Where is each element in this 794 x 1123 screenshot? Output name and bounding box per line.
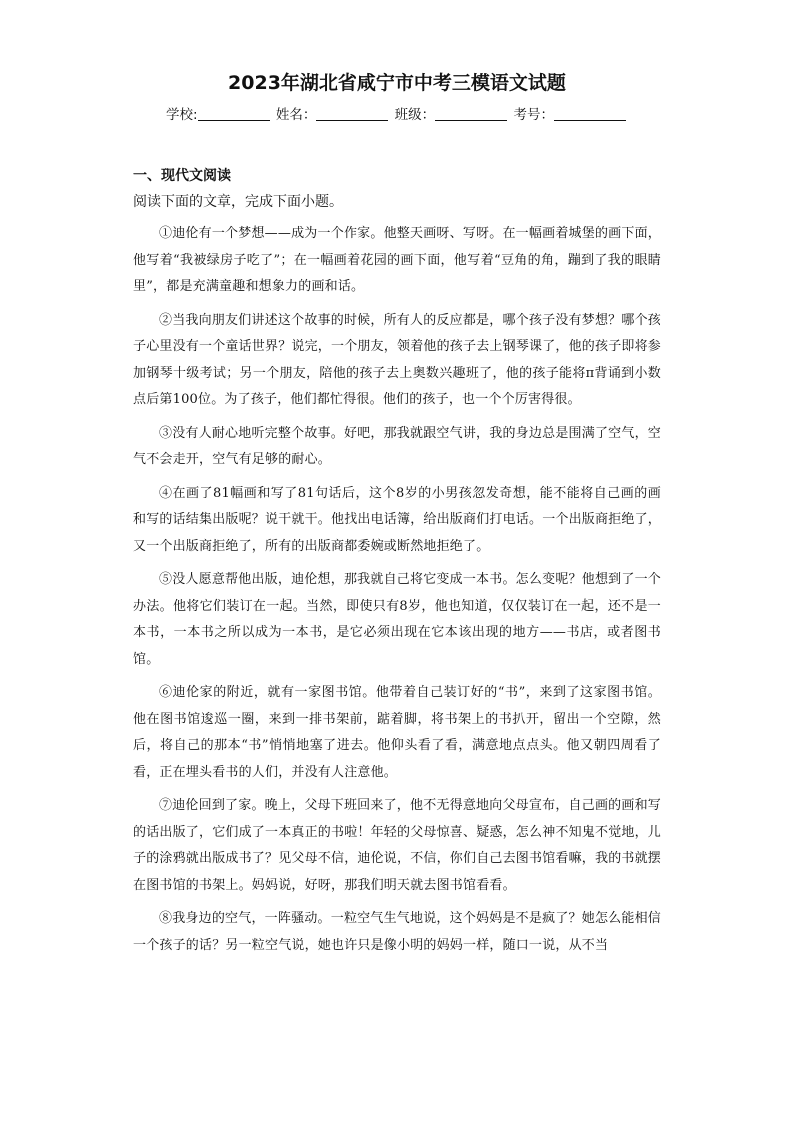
student-info-line — [0, 103, 794, 123]
exam-number-label: 考号： — [513, 107, 554, 123]
paragraph-2: ②当我向朋友们讲述这个故事的时候，所有人的反应都是，哪个孩子没有梦想？哪个孩子心里没有一个童话世界？说完，一个朋友，领着他的孩子去上钢琴课了，他的孩子即将参加钢琴十级考试；另一个朋友，陪他的孩子去上奥数兴趣班了，他的孩子能将π背诵到小数点后第100位。为了孩子，他们都忙得很。他们的孩子，也一个个厉害得很。 — [133, 312, 662, 407]
class-label: 班级： — [394, 107, 436, 123]
paragraph-1: ①迪伦有一个梦想——成为一个作家。他整天画呀、写呀。在一幅画着城堡的画下面，他写着“我被绿房子吃了”；在一幅画着花园的画下面，他写着“豆角的角，蹦到了我的眼睛里”，都是充满童趣和想象力的画和话。 — [133, 226, 661, 294]
name-blank[interactable] — [316, 107, 388, 121]
paragraph-5: ⑤没人愿意帮他出版，迪伦想，那我就自己将它变成一本书。怎么变呢？他想到了一个办法。他将它们装订在一起。当然，即使只有8岁，他也知道，仅仅装订在一起，还不是一本书，一本书之所以成为一本书，是它必须出现在它本该出现的地方——书店，或者图书馆。 — [133, 572, 661, 667]
reading-instruction: 阅读下面的文章，完成下面小题。 — [133, 194, 343, 210]
article-body — [133, 221, 661, 966]
paragraph-8: ⑧我身边的空气，一阵骚动。一粒空气生气地说，这个妈妈是不是疯了？她怎么能相信一个孩子的话？另一粒空气说，她也许只是像小明的妈妈一样，随口一说，从不当 — [133, 911, 661, 953]
exam-number-blank[interactable] — [554, 107, 626, 121]
name-label: 姓名： — [275, 107, 317, 123]
school-label: 学校: — [166, 107, 198, 123]
section-heading: 一、现代文阅读 — [133, 168, 231, 184]
paragraph-7: ⑦迪伦回到了家。晚上，父母下班回来了，他不无得意地向父母宣布，自己画的画和写的话出版了，它们成了一本真正的书啦！年轻的父母惊喜、疑惑，怎么神不知鬼不觉地，儿子的涂鸦就出版成书了？见父母不信，迪伦说，不信，你们自己去图书馆看嘛，我的书就摆在图书馆的书架上。妈妈说，好呀，那我们明天就去图书馆看看。 — [133, 798, 662, 893]
school-blank[interactable] — [198, 107, 270, 121]
page-title: 2023年湖北省咸宁市中考三模语文试题 — [228, 72, 566, 94]
paragraph-6: ⑥迪伦家的附近，就有一家图书馆。他带着自己装订好的“书”，来到了这家图书馆。他在图书馆逡巡一圈，来到一排书架前，踮着脚，将书架上的书扒开，留出一个空隙，然后，将自己的那本“书”悄悄地塞了进去。他仰头看了看，满意地点点头。他又朝四周看了看，正在埋头看书的人们，并没有人注意他。 — [133, 685, 661, 780]
class-blank[interactable] — [435, 107, 507, 121]
paragraph-4: ④在画了81幅画和写了81句话后，这个8岁的小男孩忽发奇想，能不能将自己画的画和写的话结集出版呢？说干就干。他找出电话簿，给出版商们打电话。一个出版商拒绝了，又一个出版商拒绝了，所有的出版商都委婉或断然地拒绝了。 — [133, 485, 662, 554]
paragraph-3: ③没有人耐心地听完整个故事。好吧，那我就跟空气讲，我的身边总是围满了空气，空气不会走开，空气有足够的耐心。 — [133, 425, 661, 467]
